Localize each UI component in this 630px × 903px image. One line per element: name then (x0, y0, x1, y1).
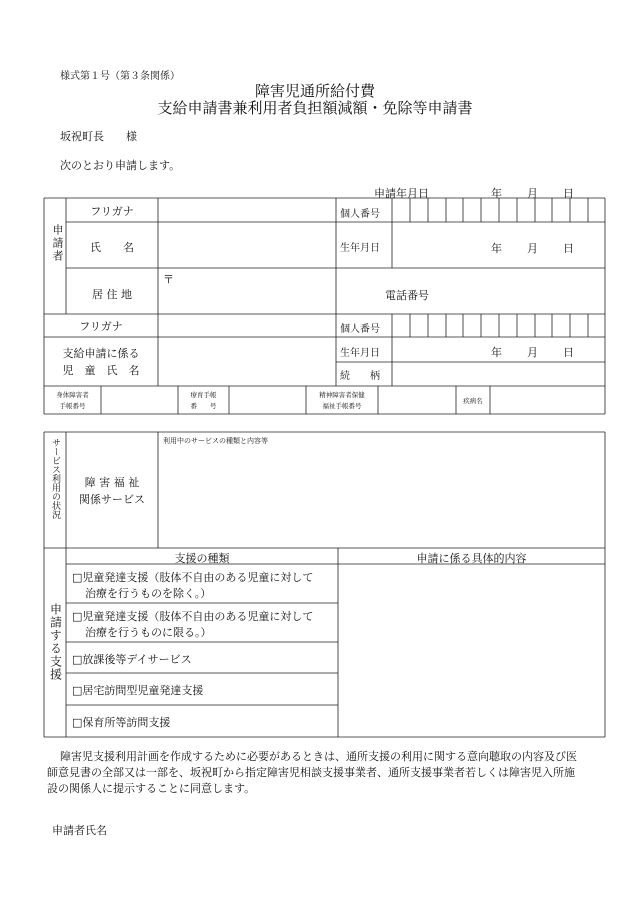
applicant-birthdate-label: 生年月日 (340, 243, 380, 254)
child-birthdate-label: 生年月日 (340, 348, 380, 359)
support-item-1-line-2: 治療を行うものを除く。） (85, 587, 212, 600)
service-status-label: サービス利用の状況 (50, 438, 60, 519)
child-birth-year: 年 (491, 346, 502, 359)
child-name-label-2: 児 童 氏 名 (62, 364, 140, 377)
support-item-4: □居宅訪問型児童発達支援 (72, 684, 204, 697)
applicant-address-label: 居 住 地 (92, 288, 132, 301)
disease-label: 疾病名 (463, 397, 483, 405)
physical-handbook-label-1: 身体障害者 (56, 391, 89, 399)
application-date-label: 申請年月日 (374, 187, 429, 200)
physical-handbook-label-2: 手帳番号 (59, 402, 86, 410)
support-item-1-line-1: □児童発達支援（肢体不自由のある児童に対して (72, 571, 314, 584)
rehab-handbook-label-2: 番 号 (190, 402, 217, 410)
rehab-handbook-label-1: 療育手帳 (190, 391, 217, 399)
title-line-2: 支給申請書兼利用者負担額減額・免除等申請書 (157, 99, 473, 117)
child-birth-day: 日 (563, 346, 574, 359)
applicant-furigana-label: フリガナ (90, 205, 134, 218)
applicant-birth-month: 月 (527, 242, 538, 255)
mental-handbook-label-1: 精神障害者保健 (319, 391, 365, 399)
applicant-birth-year: 年 (491, 242, 502, 255)
support-type-header: 支援の種類 (174, 552, 230, 565)
consent-line-2: 師意見書の全部又は一部を、坂祝町から指定障害児相談支援事業者、通所支援事業者若しくは障害児入所施 (47, 766, 575, 779)
application-date-year: 年 (491, 187, 502, 200)
relationship-label: 続 柄 (340, 371, 380, 382)
applicant-group-label: 申請者 (51, 224, 64, 263)
postal-mark: 〒 (163, 273, 174, 286)
form-number: 様式第１号（第３条関係） (60, 71, 180, 82)
support-item-5: □保育所等訪問支援 (72, 716, 171, 729)
support-group-label: 申請する支援 (48, 603, 63, 681)
consent-line-1: 障害児支援利用計画を作成するために必要があるときは、通所支援の利用に関する意向聴取の内容及び医 (60, 750, 577, 763)
child-birth-month: 月 (527, 346, 538, 359)
child-my-number-label: 個人番号 (340, 324, 380, 335)
support-item-2-line-2: 治療を行うものに限る。） (85, 626, 212, 639)
application-date-month: 月 (527, 187, 538, 200)
applicant-my-number-label: 個人番号 (340, 209, 380, 220)
intro-text: 次のとおり申請します。 (60, 159, 181, 172)
support-item-2-line-1: □児童発達支援（肢体不自由のある児童に対して (72, 610, 314, 623)
child-furigana-label: フリガナ (79, 320, 123, 333)
applicant-birth-day: 日 (563, 242, 574, 255)
phone-label: 電話番号 (385, 289, 429, 302)
application-date-day: 日 (563, 187, 574, 200)
addressee: 坂祝町長 様 (60, 130, 137, 143)
service-detail-label: 利用中のサービスの種類と内容等 (163, 437, 268, 445)
child-name-label-1: 支給申請に係る (62, 347, 140, 360)
signature-label: 申請者氏名 (52, 824, 107, 837)
title-line-1: 障害児通所給付費 (254, 82, 375, 100)
service-category-1: 障 害 福 祉 (84, 476, 140, 489)
consent-line-3: 設の関係人に提示することに同意します。 (47, 782, 256, 795)
support-detail-header: 申請に係る具体的内容 (416, 552, 527, 565)
service-category-2: 関係サービス (79, 493, 145, 506)
mental-handbook-label-2: 福祉手帳番号 (322, 402, 362, 410)
applicant-name-label: 氏 名 (90, 241, 134, 254)
support-item-3: □放課後等デイサービス (72, 653, 192, 666)
